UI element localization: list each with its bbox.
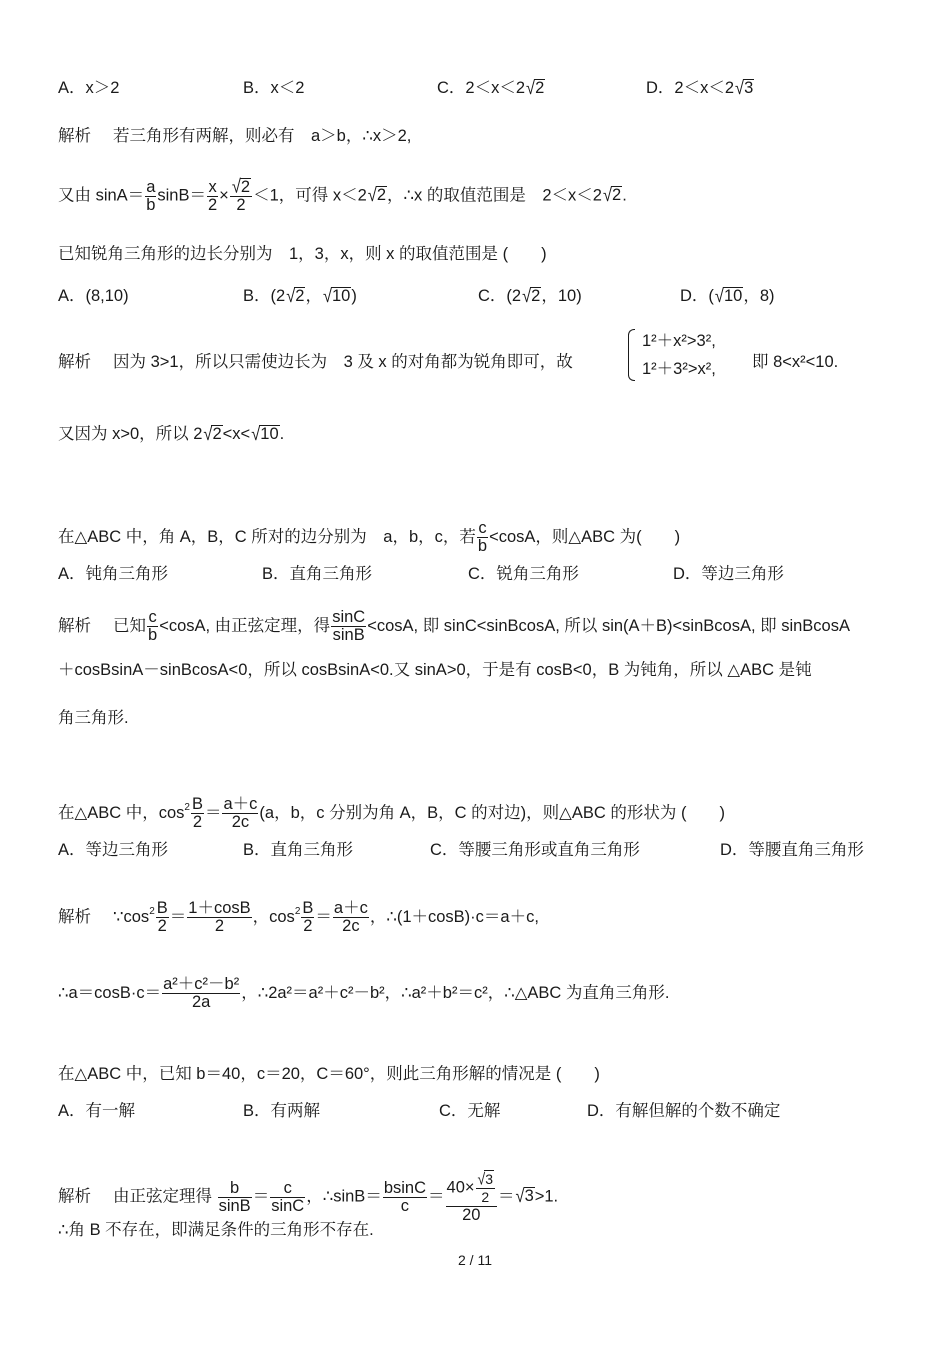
q3-option-a: A．钝角三角形 <box>58 565 169 583</box>
q5-option-a: A．有一解 <box>58 1102 136 1120</box>
q2-conclusion: 即 8<x²<10. <box>752 353 839 371</box>
analysis-label: 解析 <box>58 1187 91 1206</box>
q4-stem: 在△ABC 中，$\cos^2$ $\frac{B}{2}$ ＝ $\frac{a+c}{2c}$ (a，b，c 分别为角 A，B，C 的对边)，则△ABC 的形状为 ( ) <box>58 795 725 831</box>
q2-inequality-system: 1²＋x²>3², 1²＋3²>x², <box>628 327 716 383</box>
q5-option-d: D．有解但解的个数不确定 <box>587 1102 781 1120</box>
q2-option-b: B．(2√2，√10) <box>243 285 357 307</box>
q3-option-d: D．等边三角形 <box>673 565 784 583</box>
q5-analysis-line1: 解析 由正弦定理得 $\frac{b}{\sin B}$ ＝ $\frac{c}{\sin C}$ ，∴sinB＝ $\frac{bsinC}{c}$ ＝ 40× $\frac{√3}{2}$ 20 ＝√3>1. <box>58 1169 559 1224</box>
q1-option-b: B．x＜2 <box>243 79 305 97</box>
q2-analysis-line1: 解析 因为 3>1，所以只需使边长为 3 及 x 的对角都为锐角即可，故 <box>58 353 573 371</box>
q4-analysis-line2: ∴a＝cosB·c＝ $\frac{\text{a²＋c²－b²}}{2a}$ ，∴2a²＝a²＋c²－b²，∴a²＋b²＝c²，∴△ABC 为直角三角形. <box>58 975 670 1011</box>
q3-option-c: C．锐角三角形 <box>468 565 579 583</box>
analysis-label: 解析 <box>58 127 91 145</box>
q1-analysis-line2: 又由 sinA＝ $\frac{a}{b}$ sinB＝ $\frac{x}{2}$ × $\frac{√2}{2}$ ＜1，可得 x＜2√2，∴x 的取值范围是 2＜x＜2√2. <box>58 176 627 214</box>
q2-option-a: A．(8,10) <box>58 287 129 305</box>
q5-option-c: C．无解 <box>439 1102 501 1120</box>
q4-option-b: B．直角三角形 <box>243 841 354 859</box>
analysis-label: 解析 <box>58 616 91 635</box>
q3-option-b: B．直角三角形 <box>262 565 373 583</box>
q1-option-d: D．2＜x＜2√3 <box>646 77 754 99</box>
q3-analysis-line3: 角三角形. <box>58 709 129 727</box>
q2-option-c: C．(2√2，10) <box>478 285 582 307</box>
q3-analysis-line1: 解析 已知 $\frac{c}{b}$ <cosA, 由正弦定理，得 $\frac{\sin C}{\sin B}$ <cosA, 即 sinC<sinBcosA, 所以 sin(A＋B)<sinBcosA, 即 sinBcosA <box>58 608 850 644</box>
q4-analysis-line1: 解析 $\because\cos^2$ $\frac{B}{2}$ ＝ $\frac{1+\cos B}{2}$ ，$\cos^2$ $\frac{B}{2}$ ＝ $\frac{a+c}{2c}$ ，∴(1＋cosB)·c＝a＋c, <box>58 899 539 935</box>
q3-stem: 在△ABC 中，角 A，B，C 所对的边分别为 a，b，c，若 $\frac{c}{b}$ <cosA，则△ABC 为( ) <box>58 519 681 555</box>
page-number: 2 / 11 <box>458 1252 492 1268</box>
q1-option-a: A．x＞2 <box>58 79 120 97</box>
q2-analysis-line2: 又因为 x>0，所以 2√2<x<√10. <box>58 423 285 445</box>
q4-option-d: D．等腰直角三角形 <box>720 841 864 859</box>
q4-option-a: A．等边三角形 <box>58 841 169 859</box>
q4-option-c: C．等腰三角形或直角三角形 <box>430 841 640 859</box>
q5-analysis-line2: ∴角 B 不存在，即满足条件的三角形不存在. <box>58 1221 374 1239</box>
q5-stem: 在△ABC 中，已知 b＝40，c＝20，C＝60°，则此三角形解的情况是 ( ) <box>58 1065 600 1083</box>
q5-option-b: B．有两解 <box>243 1102 321 1120</box>
q1-analysis-line1: 解析 若三角形有两解，则必有 a＞b，∴x＞2, <box>58 127 412 145</box>
analysis-label: 解析 <box>58 353 91 371</box>
q3-analysis-line2: ＋cosBsinA－sinBcosA<0，所以 cosBsinA<0.又 sinA>0，于是有 cosB<0，B 为钝角，所以 △ABC 是钝 <box>58 661 812 679</box>
q2-option-d: D．(√10，8) <box>680 285 775 307</box>
q1-option-c: C．2＜x＜2√2 <box>437 77 545 99</box>
q2-stem: 已知锐角三角形的边长分别为 1，3，x，则 x 的取值范围是 ( ) <box>58 245 547 263</box>
analysis-label: 解析 <box>58 907 91 926</box>
